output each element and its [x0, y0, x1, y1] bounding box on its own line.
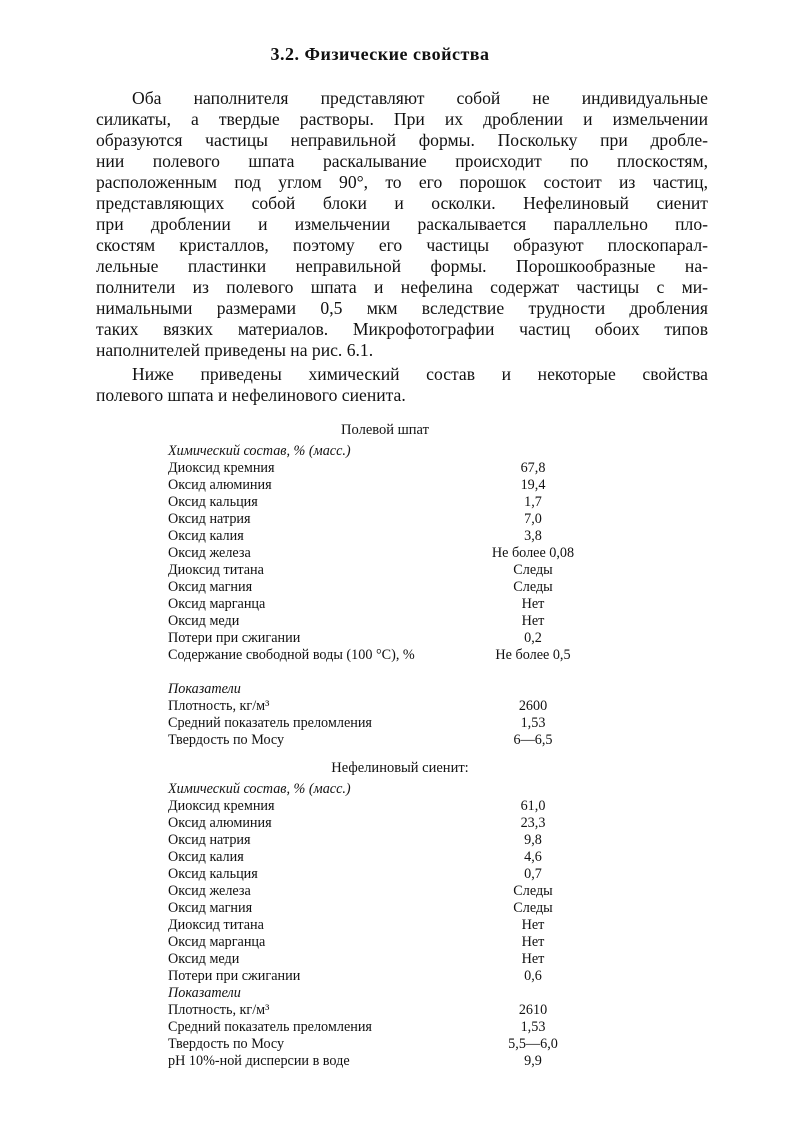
property-value: Нет: [521, 613, 545, 629]
table-row: [168, 832, 608, 849]
feldspar-title: Полевой шпат: [341, 422, 429, 438]
table-row: [168, 900, 608, 917]
property-value: Не более 0,5: [495, 647, 571, 663]
property-value: 9,9: [524, 1053, 542, 1069]
table-row: [168, 630, 608, 647]
property-label: Оксид железа: [168, 883, 251, 899]
property-value: 2600: [518, 698, 548, 714]
table-row: [168, 494, 608, 511]
table-row: [168, 511, 608, 528]
table-row: [168, 866, 608, 883]
table-row: [168, 715, 608, 732]
table-row: [168, 596, 608, 613]
property-label: Оксид железа: [168, 545, 251, 561]
text-line: нимальными размерами 0,5 мкм вследствие трудности дробления: [96, 298, 708, 318]
subsection-header: Показатели: [168, 681, 241, 697]
property-label: Диоксид титана: [168, 562, 264, 578]
property-label: Диоксид кремния: [168, 460, 275, 476]
property-value: Нет: [521, 951, 545, 967]
property-label: Оксид магния: [168, 579, 253, 595]
property-value: 1,7: [524, 494, 542, 510]
property-label: Средний показатель преломления: [168, 1019, 372, 1035]
table-row: [168, 1053, 608, 1070]
property-label: Оксид меди: [168, 613, 240, 629]
text-line: нии полевого шпата раскалывание происходит по плоскостям,: [96, 151, 708, 171]
property-value: 0,6: [524, 968, 542, 984]
property-label: Оксид магния: [168, 900, 253, 916]
property-value: 1,53: [520, 1019, 546, 1035]
table-row: [168, 798, 608, 815]
property-label: Диоксид титана: [168, 917, 264, 933]
paragraph-intro: [96, 88, 708, 361]
text-line: наполнителей приведены на рис. 6.1.: [96, 340, 374, 360]
table-row: [168, 883, 608, 900]
property-label: Оксид калия: [168, 849, 244, 865]
property-value: Нет: [521, 917, 545, 933]
table-row: [168, 1002, 608, 1019]
property-value: Следы: [513, 883, 553, 899]
property-value: Следы: [513, 562, 553, 578]
table-row: [168, 917, 608, 934]
table-row: [168, 849, 608, 866]
property-label: Плотность, кг/м³: [168, 698, 270, 714]
property-label: Оксид калия: [168, 528, 244, 544]
property-value: 5,5—6,0: [508, 1036, 558, 1052]
property-label: Средний показатель преломления: [168, 715, 372, 731]
table-row: [168, 815, 608, 832]
table-row: [168, 613, 608, 630]
property-value: Нет: [521, 596, 545, 612]
table-row: [168, 460, 608, 477]
table-row: [168, 951, 608, 968]
paragraph-lead-in: [96, 364, 708, 406]
table-row: [168, 545, 608, 562]
property-label: Содержание свободной воды (100 °С), %: [168, 647, 415, 663]
property-label: Плотность, кг/м³: [168, 1002, 270, 1018]
property-label: Оксид марганца: [168, 934, 266, 950]
text-line: скостям кристаллов, поэтому его частицы образуют плоскопарал-: [96, 235, 708, 255]
property-value: 7,0: [524, 511, 542, 527]
property-value: 3,8: [524, 528, 542, 544]
text-line: образуются частицы неправильной формы. Поскольку при дробле-: [96, 130, 708, 150]
property-value: Нет: [521, 934, 545, 950]
property-label: Твердость по Мосу: [168, 1036, 285, 1052]
text-line: Ниже приведены химический состав и некоторые свойства: [132, 364, 708, 384]
property-value: 67,8: [520, 460, 546, 476]
table-row: [168, 968, 608, 985]
text-line: полнители из полевого шпата и нефелина содержат частицы с ми-: [96, 277, 708, 297]
text-line: таких вязких материалов. Микрофотографии частиц обоих типов: [96, 319, 708, 339]
property-value: 2610: [518, 1002, 548, 1018]
property-value: 1,53: [520, 715, 546, 731]
property-label: Потери при сжигании: [168, 968, 301, 984]
subsection-header: Химический состав, % (масс.): [168, 781, 351, 797]
property-label: Оксид алюминия: [168, 477, 272, 493]
table-row: [168, 562, 608, 579]
property-label: рН 10%-ной дисперсии в воде: [168, 1053, 350, 1069]
property-value: Не более 0,08: [491, 545, 575, 561]
property-value: 19,4: [520, 477, 546, 493]
nepheline-table: [168, 781, 608, 1070]
text-line: представляющих собой блоки и осколки. Нефелиновый сиенит: [96, 193, 708, 213]
property-label: Твердость по Мосу: [168, 732, 285, 748]
table-row: [168, 732, 608, 749]
property-value: 4,6: [524, 849, 542, 865]
property-label: Потери при сжигании: [168, 630, 301, 646]
property-label: Диоксид кремния: [168, 798, 275, 814]
table-row: [168, 647, 608, 681]
feldspar-table: [168, 443, 608, 749]
property-value: 61,0: [520, 798, 546, 814]
text-line: лельные пластинки неправильной формы. Порошкообразные на-: [96, 256, 708, 276]
property-label: Оксид алюминия: [168, 815, 272, 831]
property-value: Следы: [513, 900, 553, 916]
table-row: [168, 698, 608, 715]
property-label: Оксид марганца: [168, 596, 266, 612]
table-row: [168, 477, 608, 494]
property-label: Оксид кальция: [168, 866, 258, 882]
property-value: 0,7: [524, 866, 542, 882]
section-heading: 3.2. Физические свойства: [270, 44, 490, 64]
property-label: Оксид натрия: [168, 832, 251, 848]
text-line: при дроблении и измельчении раскалывается параллельно пло-: [96, 214, 708, 234]
property-value: 9,8: [524, 832, 542, 848]
property-value: 0,2: [524, 630, 542, 646]
nepheline-title: Нефелиновый сиенит:: [331, 760, 469, 776]
subsection-header: Химический состав, % (масс.): [168, 443, 351, 459]
property-label: Оксид меди: [168, 951, 240, 967]
subsection-header: Показатели: [168, 985, 241, 1001]
text-line: Оба наполнителя представляют собой не индивидуальные: [132, 88, 708, 108]
property-label: Оксид кальция: [168, 494, 258, 510]
table-row: [168, 1036, 608, 1053]
property-value: 6—6,5: [513, 732, 553, 748]
property-label: Оксид натрия: [168, 511, 251, 527]
text-line: расположенным под углом 90°, то его порошок состоит из частиц,: [96, 172, 708, 192]
table-row: [168, 579, 608, 596]
property-value: 23,3: [520, 815, 546, 831]
table-row: [168, 934, 608, 951]
table-row: [168, 528, 608, 545]
text-line: полевого шпата и нефелинового сиенита.: [96, 385, 406, 405]
property-value: Следы: [513, 579, 553, 595]
table-row: [168, 1019, 608, 1036]
text-line: силикаты, а твердые растворы. При их дроблении и измельчении: [96, 109, 708, 129]
